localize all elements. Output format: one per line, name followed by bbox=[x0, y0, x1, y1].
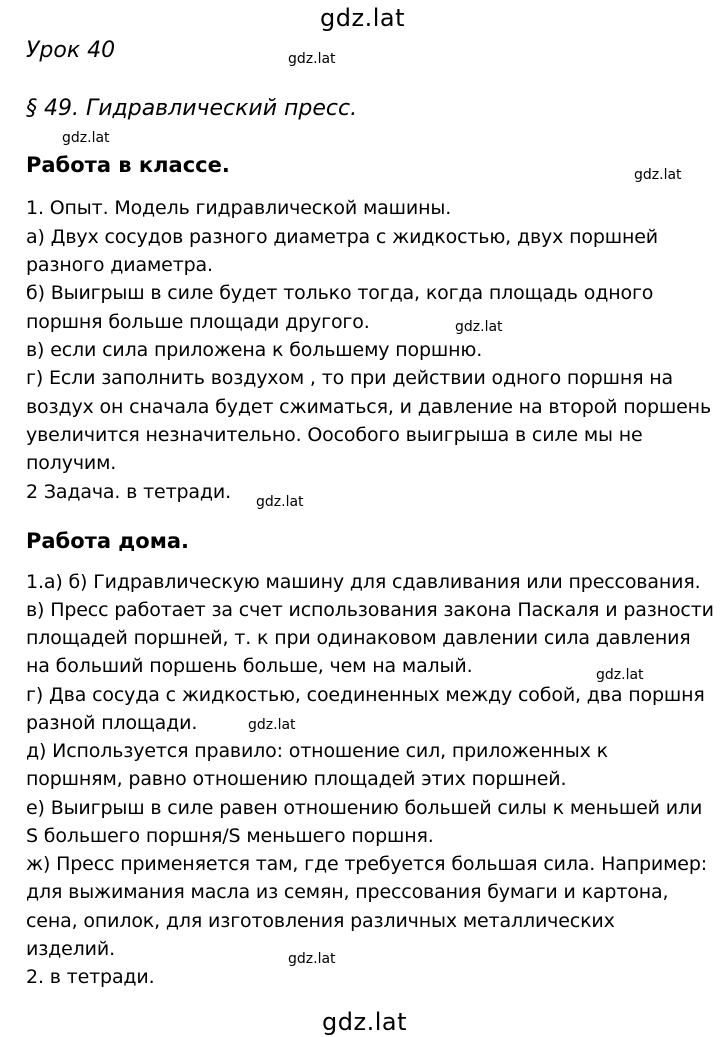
home-work-line: е) Выигрыш в силе равен отношению большей силы к меньшей или bbox=[26, 797, 703, 819]
class-work-line: увеличится незначительно. Оособого выигрыша в силе мы не bbox=[26, 424, 643, 446]
class-work-line: 1. Опыт. Модель гидравлической машины. bbox=[26, 197, 452, 219]
home-work-line: для выжимания масла из семян, прессования бумаги и картона, bbox=[26, 881, 669, 903]
lesson-title: Урок 40 bbox=[26, 38, 116, 63]
class-work-line: получим. bbox=[26, 452, 117, 474]
home-work-line: S большего поршня/S меньшего поршня. bbox=[26, 825, 434, 847]
watermark: gdz.lat bbox=[596, 667, 644, 683]
home-work-line: ж) Пресс применяется там, где требуется большая сила. Например: bbox=[26, 853, 707, 875]
watermark: gdz.lat bbox=[634, 167, 682, 183]
home-work-line: разной площади. bbox=[26, 712, 198, 734]
class-work-line: г) Если заполнить воздухом , то при действии одного поршня на bbox=[26, 367, 674, 389]
class-work-line: поршня больше площади другого. bbox=[26, 311, 370, 333]
home-work-line: поршням, равно отношению площадей этих поршней. bbox=[26, 768, 567, 790]
class-work-line: разного диаметра. bbox=[26, 254, 213, 276]
watermark: gdz.lat bbox=[62, 130, 110, 146]
watermark-bottom: gdz.lat bbox=[322, 1008, 407, 1036]
home-work-line: на больший поршень больше, чем на малый. bbox=[26, 655, 473, 677]
class-work-line: а) Двух сосудов разного диаметра с жидкостью, двух поршней bbox=[26, 226, 658, 248]
class-work-heading: Работа в классе. bbox=[26, 153, 230, 177]
home-work-line: 2. в тетради. bbox=[26, 966, 155, 988]
home-work-heading: Работа дома. bbox=[26, 529, 190, 553]
class-work-line: воздух он сначала будет сжиматься, и давление на второй поршень bbox=[26, 396, 712, 418]
class-work-line: 2 Задача. в тетради. bbox=[26, 481, 231, 503]
watermark: gdz.lat bbox=[288, 951, 336, 967]
home-work-line: сена, опилок, для изготовления различных металлических bbox=[26, 910, 615, 932]
home-work-line: в) Пресс работает за счет использования закона Паскаля и разности bbox=[26, 599, 714, 621]
watermark: gdz.lat bbox=[455, 319, 503, 335]
watermark: gdz.lat bbox=[288, 51, 336, 67]
watermark: gdz.lat bbox=[248, 717, 296, 733]
home-work-line: д) Используется правило: отношение сил, приложенных к bbox=[26, 740, 608, 762]
section-title: § 49. Гидравлический пресс. bbox=[26, 96, 358, 121]
class-work-line: в) если сила приложена к большему поршню. bbox=[26, 339, 483, 361]
home-work-line: г) Два сосуда с жидкостью, соединенных между собой, два поршня bbox=[26, 684, 705, 706]
home-work-line: изделий. bbox=[26, 938, 115, 960]
watermark-top: gdz.lat bbox=[320, 4, 405, 32]
home-work-line: 1.а) б) Гидравлическую машину для сдавливания или прессования. bbox=[26, 571, 701, 593]
home-work-line: площадей поршней, т. к при одинаковом давлении сила давления bbox=[26, 627, 691, 649]
watermark: gdz.lat bbox=[256, 494, 304, 510]
class-work-line: б) Выигрыш в силе будет только тогда, когда площадь одного bbox=[26, 282, 654, 304]
